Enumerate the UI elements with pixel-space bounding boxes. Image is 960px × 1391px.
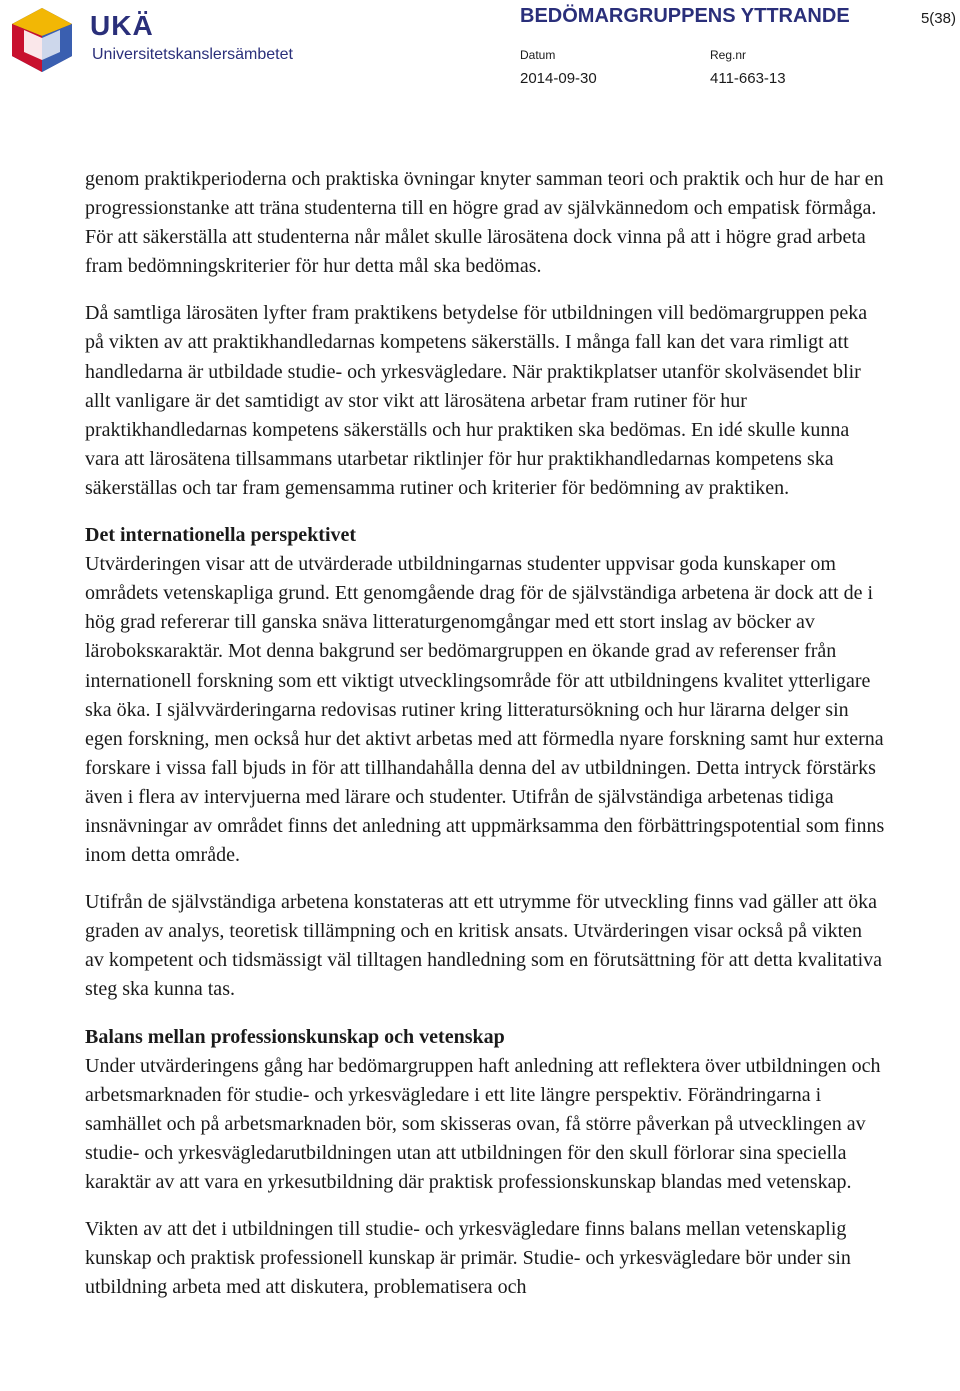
paragraph: genom praktikperioderna och praktiska övningar knyter samman teori och praktik och hur de har en progressionstanke att träna studenterna till en högre grad av självkännedom och empatisk förmåga. För att säkerställa att studenterna når målet skulle lärosätena dock vinna på att i högre grad arbeta fram bedömningskriterier för hur detta mål ska bedömas. xyxy=(85,168,884,278)
paragraph: Utifrån de självständiga arbetena konstateras att ett utrymme för utveckling finns vad gäller att öka graden av analys, teoretisk tillämpning och en kritisk ansats. Utvärderingen visar också på vikten av kompetent och tidsmässigt väl tilltagen handledning som en förutsättning för att detta kvalitativa steg ska kunna tas. xyxy=(85,891,883,1001)
page-header xyxy=(0,0,960,110)
logo-abbreviation: UKÄ xyxy=(90,10,154,41)
logo-organization-name: Universitetskanslersämbetet xyxy=(92,46,293,63)
paragraph: Under utvärderingens gång har bedömargruppen haft anledning att reflektera över utbildningen och arbetsmarknaden för studie- och yrkesvägledare i ett lite längre perspektiv. Förändringarna i samhället och på arbetsmarknaden bör, som skisseras ovan, få större påverkan på utvecklingen av studie- och yrkesvägledarutbildningen utan att utbildningen för den skull förlorar sina speciella karaktär av att vara en yrkesutbildning där praktisk professionskunskap blandas med vetenskap. xyxy=(85,1054,881,1193)
reg-number-value: 411-663-13 xyxy=(710,70,786,87)
page-number: 5(38) xyxy=(920,10,956,27)
reg-number-label: Reg.nr xyxy=(710,48,747,62)
uka-emblem-icon xyxy=(10,6,74,74)
paragraph: Då samtliga lärosäten lyfter fram praktikens betydelse för utbildningen vill bedömargruppen peka på vikten av att praktikhandledarnas kompetens säkerställs. I många fall kan det vara rimligt att handledarna är utbildade studie- och yrkesvägledare. När praktikplatser utanför skolväsendet blir allt vanligare är det samtidigt av stor vikt att lärosätena arbetar fram rutiner för hur praktikhandledarnas kompetens säkerställs och hur praktiken ska bedömas. En idé skulle kunna vara att lärosätena tillsammans utarbetar riktlinjer för hur praktikhandledarnas kompetens ska säkerställas och tar fram gemensamma rutiner och kriterier för bedömning av praktiken. xyxy=(85,302,868,499)
section-heading: Det internationella perspektivet xyxy=(85,524,357,547)
paragraph: Utvärderingen visar att de utvärderade utbildningarnas studenter uppvisar goda kunskaper om områdets vetenskapliga grund. Ett genomgående drag för de självständiga arbetena är dock att de i hög grad refererar till ganska snäva litteraturgenomgångar med ett stort inslag av böcker av läroboksкaraktär. Mot denna bakgrund ser bedömargruppen en ökande grad av referenser från internationell forskning som ett viktigt utvecklingsområde för att utbildningens kvalitet ytterligare ska öka. I självvärderingarna redovisas rutiner kring litteratursökning och hur lärarna delger sin egen forskning, men också hur det aktivt arbetas med att förmedla nyare forskning samt hur externa forskare i vissa fall bjuds in för att tillhandahålla denna del av utbildningen. Detta intryck förstärks även i flera av intervjuerna med lärare och studenter. Utifrån de självständiga arbetenas tidiga insnävningar av området finns det anledning att uppmärksamma den förbättringspotential som finns inom detta område. xyxy=(85,553,885,867)
section-professional-balance xyxy=(85,1023,885,1303)
document-type-title: BEDÖMARGRUPPENS YTTRANDE xyxy=(520,5,850,27)
date-value: 2014-09-30 xyxy=(520,70,597,87)
section-international-perspective xyxy=(85,521,885,1005)
section-heading: Balans mellan professionskunskap och vetenskap xyxy=(85,1025,505,1048)
date-label: Datum xyxy=(520,48,556,62)
document-body xyxy=(85,165,885,1320)
uka-logo xyxy=(10,6,310,78)
paragraph: Vikten av att det i utbildningen till studie- och yrkesvägledare finns balans mellan vetenskaplig kunskap och praktisk professionell kunskap är primär. Studie- och yrkesvägledare bör under sin utbildning arbeta med att diskutera, problematisera och xyxy=(85,1218,851,1299)
